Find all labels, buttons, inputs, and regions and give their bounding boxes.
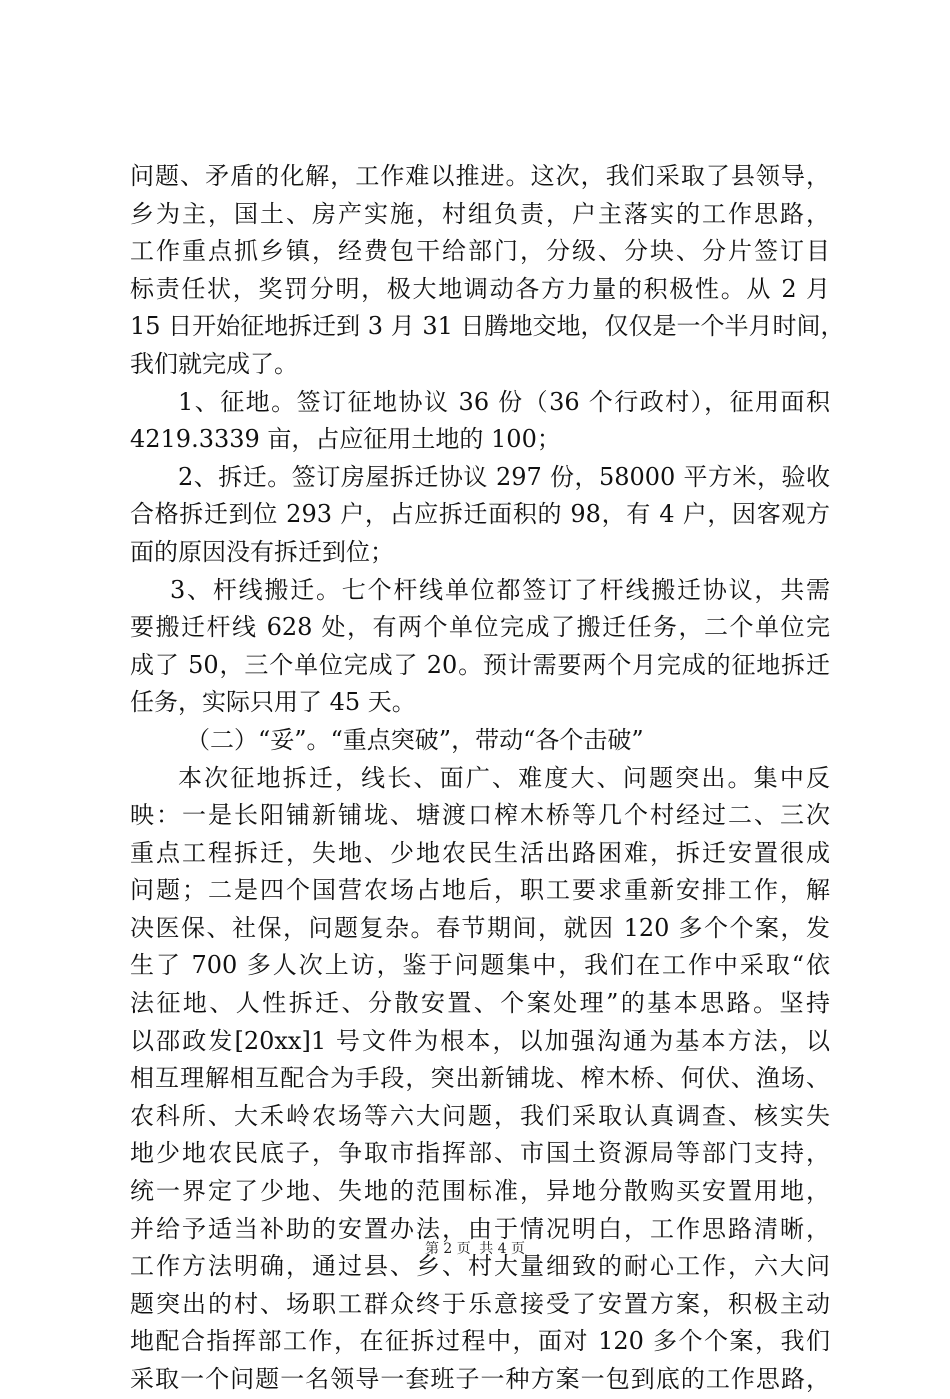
text-line: 并给予适当补助的安置办法，由于情况明白，工作思路清晰， (130, 1214, 830, 1243)
page-footer (0, 1238, 950, 1258)
text-line: 法征地、人性拆迁、分散安置、个案处理”的基本思路。坚持 (130, 989, 830, 1018)
text-line: 2、拆迁。签订房屋拆迁协议 297 份，58000 平方米，验收 (178, 462, 830, 491)
text-line: 我们就完成了。 (130, 349, 298, 378)
text-line: 重点工程拆迁，失地、少地农民生活出路困难，拆迁安置很成 (130, 838, 830, 867)
document-body (130, 158, 845, 1399)
text-line: 4219.3339 亩，占应征用土地的 100； (130, 425, 561, 454)
text-line: 3、杆线搬迁。七个杆线单位都签订了杆线搬迁协议，共需 (170, 575, 830, 604)
text-line: 地少地农民底子，争取市指挥部、市国土资源局等部门支持， (130, 1139, 830, 1168)
text-line: 地配合指挥部工作，在征拆过程中，面对 120 多个个案，我们 (130, 1327, 830, 1356)
text-line: 采取一个问题一名领导一套班子一种方案一包到底的工作思路， (130, 1365, 830, 1393)
text-line: 任务，实际只用了 45 天。 (130, 688, 416, 717)
text-line: 决医保、社保，问题复杂。春节期间，就因 120 多个个案，发 (130, 913, 830, 942)
text-line: 乡为主，国土、房产实施，村组负责，户主落实的工作思路， (130, 199, 830, 228)
text-line: 生了 700 多人次上访，鉴于问题集中，我们在工作中采取“依 (130, 951, 830, 980)
text-line: 统一界定了少地、失地的范围标准，异地分散购买安置用地， (130, 1177, 830, 1206)
page-number: 第 2 页 (424, 1241, 471, 1257)
text-line: 工作方法明确，通过县、乡、村大量细致的耐心工作，六大问 (130, 1252, 830, 1281)
text-line: 问题、矛盾的化解，工作难以推进。这次，我们采取了县领导， (130, 162, 830, 190)
text-line: 以邵政发[20xx]1 号文件为根本，以加强沟通为基本方法，以 (130, 1026, 830, 1055)
section-heading: （二）“妥”。“重点突破”，带动“各个击破” (186, 725, 644, 754)
text-line: 相互理解相互配合为手段，突出新铺垅、榨木桥、何伏、渔场、 (130, 1064, 830, 1093)
text-line: 面的原因没有拆迁到位； (130, 537, 394, 566)
text-line: 1、征地。签订征地协议 36 份（36 个行政村），征用面积 (178, 387, 830, 416)
text-line: 映：一是长阳铺新铺垅、塘渡口榨木桥等几个村经过二、三次 (130, 801, 830, 830)
text-line: 题突出的村、场职工群众终于乐意接受了安置方案，积极主动 (130, 1289, 830, 1318)
text-line: 15 日开始征地拆迁到 3 月 31 日腾地交地，仅仅是一个半月时间， (130, 312, 845, 341)
text-line: 工作重点抓乡镇，经费包干给部门，分级、分块、分片签订目 (130, 237, 830, 266)
text-line: 要搬迁杆线 628 处，有两个单位完成了搬迁任务，二个单位完 (130, 613, 830, 642)
text-line: 问题；二是四个国营农场占地后，职工要求重新安排工作，解 (130, 876, 830, 905)
text-line: 农科所、大禾岭农场等六大问题，我们采取认真调查、核实失 (130, 1101, 830, 1130)
page-total: 共 4 页 (479, 1241, 526, 1257)
text-line: 成了 50，三个单位完成了 20。预计需要两个月完成的征地拆迁 (130, 650, 830, 679)
text-line: 合格拆迁到位 293 户，占应拆迁面积的 98，有 4 户，因客观方 (130, 500, 830, 529)
text-line: 标责任状，奖罚分明，极大地调动各方力量的积极性。从 2 月 (130, 274, 830, 303)
text-line: 本次征地拆迁，线长、面广、难度大、问题突出。集中反 (178, 763, 830, 792)
